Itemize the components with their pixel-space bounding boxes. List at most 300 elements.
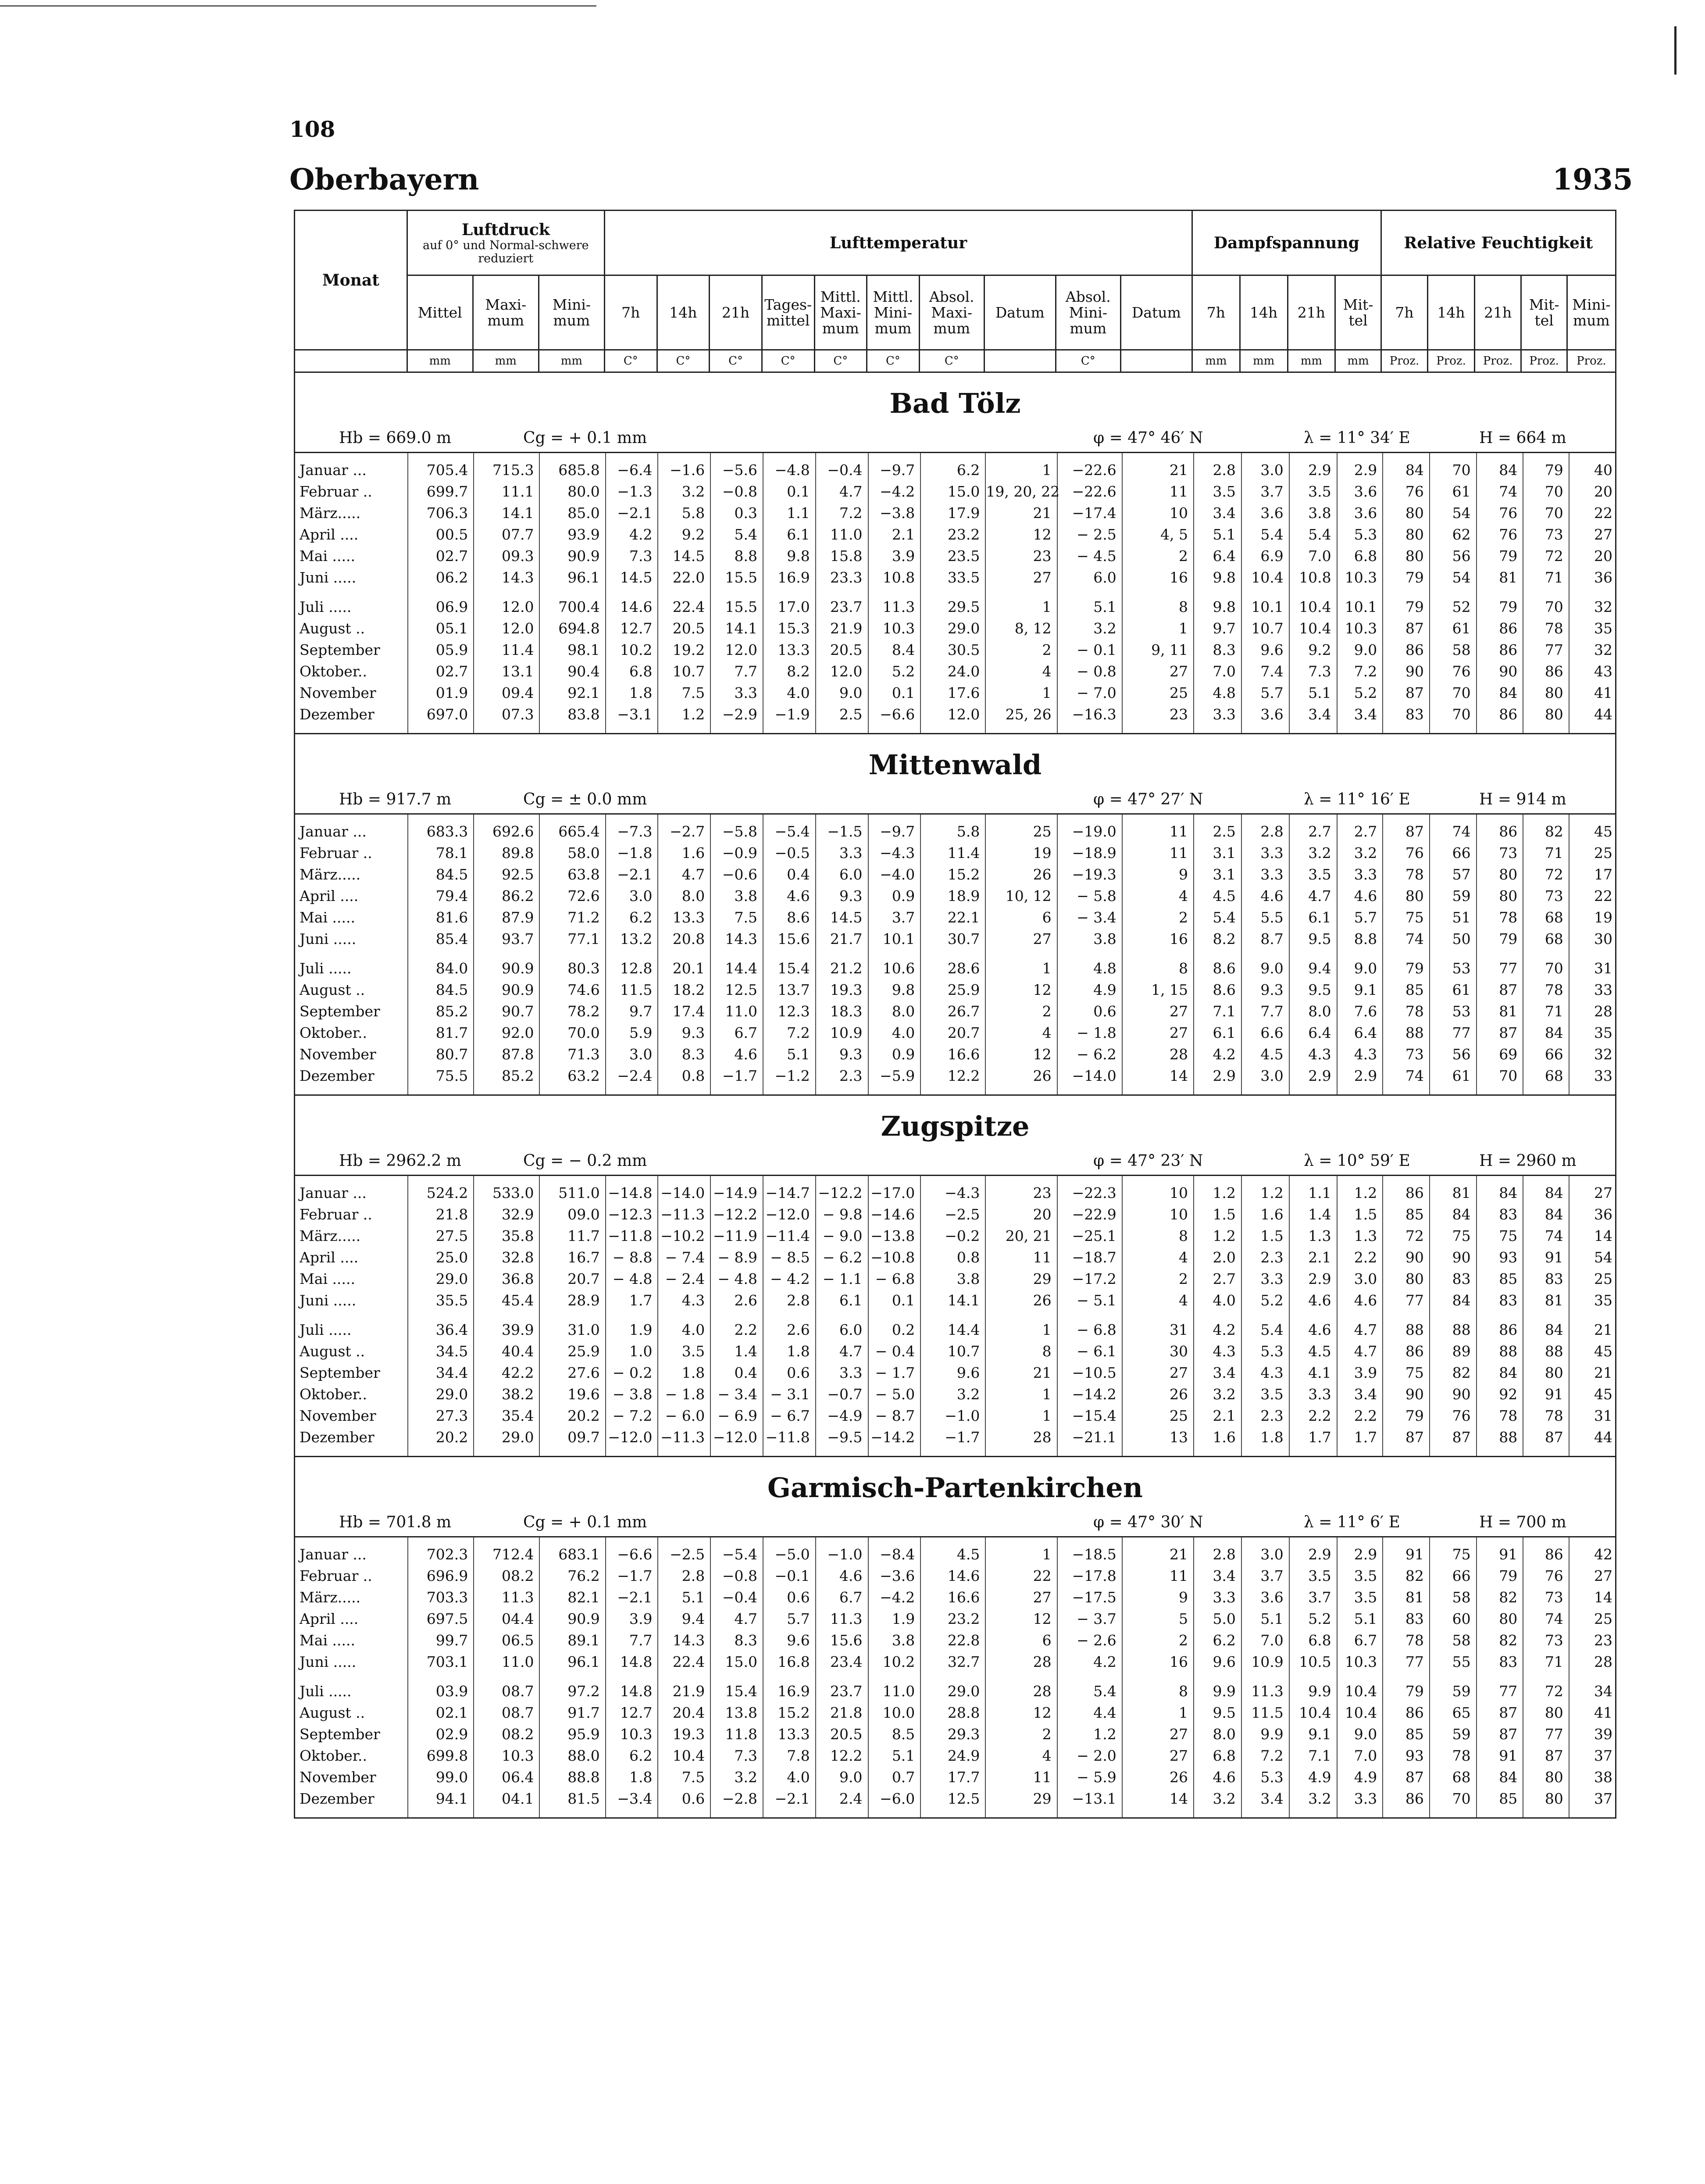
table-cell: 0.9 (868, 1044, 921, 1065)
table-cell: 99.0 (408, 1766, 474, 1788)
table-cell: 31 (1569, 1405, 1618, 1426)
table-cell: 4.2 (606, 524, 658, 545)
table-cell: 10.4 (658, 1745, 710, 1766)
table-cell: 8 (1122, 958, 1194, 979)
table-cell: − 3.7 (1057, 1608, 1122, 1630)
table-cell: 14.8 (606, 1680, 658, 1702)
table-cell: 36.4 (408, 1319, 474, 1340)
unit-cell: mm (1192, 350, 1240, 372)
table-cell: 80.7 (408, 1044, 474, 1065)
table-row (295, 1340, 1618, 1362)
table-cell: −2.4 (606, 1065, 658, 1087)
row-gap (295, 950, 1618, 958)
table-cell: −11.8 (606, 1225, 658, 1247)
table-cell: 5.8 (658, 502, 710, 524)
table-cell: 2.1 (1289, 1247, 1337, 1268)
month-label: Oktober.. (300, 1024, 367, 1041)
table-cell: 19 (1569, 907, 1618, 928)
table-cell: 7.4 (1241, 661, 1289, 682)
table-cell: 84 (1523, 1176, 1569, 1204)
month-label: Februar .. (300, 1206, 372, 1223)
table-cell: 0.9 (868, 885, 921, 907)
table-cell: 2.2 (1337, 1405, 1383, 1426)
table-cell: 84 (1477, 1766, 1523, 1788)
table-cell: 27 (985, 567, 1057, 588)
table-cell: 90.7 (474, 1001, 539, 1022)
table-cell: 6.4 (1337, 1022, 1383, 1044)
table-cell: 31 (1569, 958, 1618, 979)
table-cell: 4 (1122, 1290, 1194, 1311)
table-cell: 14.6 (606, 596, 658, 618)
table-cell: 22.4 (658, 1651, 710, 1673)
table-cell: 1.7 (1337, 1426, 1383, 1448)
table-row (295, 596, 1618, 618)
table-cell: −14.2 (1057, 1383, 1122, 1405)
table-cell: 28.9 (539, 1290, 605, 1311)
table-cell: −17.4 (1057, 502, 1122, 524)
coord-h: H = 914 m (1479, 790, 1566, 808)
table-cell: 16 (1122, 1651, 1194, 1673)
table-cell: 89 (1430, 1340, 1477, 1362)
table-cell: 9.6 (763, 1630, 816, 1651)
table-cell: 1.7 (606, 1290, 658, 1311)
table-cell: 61 (1430, 618, 1477, 639)
unit-cell: mm (539, 350, 604, 372)
table-cell: 685.8 (539, 453, 605, 481)
table-cell: − 7.0 (1057, 682, 1122, 704)
table-cell: 58 (1430, 1587, 1477, 1608)
table-cell: 3.5 (1289, 481, 1337, 502)
table-cell: 14.3 (658, 1630, 710, 1651)
table-cell: 3.0 (1241, 453, 1289, 481)
table-cell: − 4.8 (710, 1268, 763, 1290)
table-cell: 86 (1383, 1176, 1430, 1204)
table-cell: 39.9 (474, 1319, 539, 1340)
unit-cell: C° (867, 350, 920, 372)
table-cell: 20.5 (816, 639, 868, 661)
table-cell: 63.8 (539, 864, 605, 885)
table-cell: −0.8 (710, 1565, 763, 1587)
table-cell: 56 (1430, 545, 1477, 567)
table-cell: −11.9 (710, 1225, 763, 1247)
table-cell: 9.1 (1337, 979, 1383, 1001)
table-cell: 82 (1383, 1565, 1430, 1587)
table-cell: 10 (1122, 1204, 1194, 1225)
table-cell: 83 (1477, 1204, 1523, 1225)
table-cell: −12.3 (606, 1204, 658, 1225)
table-cell: 70.0 (539, 1022, 605, 1044)
month-label: Juli ..... (300, 960, 352, 977)
table-cell: 10.3 (1337, 618, 1383, 639)
table-cell: 71.3 (539, 1044, 605, 1065)
table-cell: 63.2 (539, 1065, 605, 1087)
table-cell: 10.4 (1289, 596, 1337, 618)
table-cell: 6.9 (1241, 545, 1289, 567)
table-cell: 5.2 (1337, 682, 1383, 704)
table-cell: −4.9 (816, 1405, 868, 1426)
table-cell: 78 (1477, 1405, 1523, 1426)
table-cell: 2 (985, 1723, 1057, 1745)
table-cell: 1.5 (1241, 1225, 1289, 1247)
table-cell: 32 (1569, 596, 1618, 618)
table-cell: 2.3 (1241, 1405, 1289, 1426)
table-cell: −5.8 (710, 815, 763, 842)
table-cell: 2.6 (710, 1290, 763, 1311)
table-cell: 702.3 (408, 1537, 474, 1565)
table-cell: 78 (1383, 864, 1430, 885)
table-cell: 85 (1383, 979, 1430, 1001)
table-cell: 3.1 (1194, 842, 1241, 864)
table-cell: 06.4 (474, 1766, 539, 1788)
table-cell: 37 (1569, 1788, 1618, 1809)
table-cell: 2.1 (868, 524, 921, 545)
table-cell: 4.7 (816, 481, 868, 502)
table-row (295, 1426, 1618, 1448)
table-cell: − 6.0 (658, 1405, 710, 1426)
table-cell: 29 (985, 1788, 1057, 1809)
table-cell: 16.9 (763, 567, 816, 588)
table-cell: 2 (1122, 1630, 1194, 1651)
table-cell: 706.3 (408, 502, 474, 524)
table-cell: 11.7 (539, 1225, 605, 1247)
table-row (295, 1247, 1618, 1268)
table-cell: 6.2 (1194, 1630, 1241, 1651)
table-cell: 36 (1569, 567, 1618, 588)
table-cell: 73 (1383, 1044, 1430, 1065)
table-cell: 26 (1122, 1766, 1194, 1788)
table-cell: 91.7 (539, 1702, 605, 1723)
table-cell: 27 (1122, 1362, 1194, 1383)
table-cell: 5.0 (1194, 1608, 1241, 1630)
station-section (294, 373, 1616, 734)
table-cell: 25.0 (408, 1247, 474, 1268)
table-cell: 83 (1523, 1268, 1569, 1290)
table-cell: 14.4 (710, 958, 763, 979)
table-cell: 6.4 (1289, 1022, 1337, 1044)
unit-cell: C° (1056, 350, 1120, 372)
table-cell: 10.5 (1289, 1651, 1337, 1673)
table-cell: −21.1 (1057, 1426, 1122, 1448)
table-cell: −10.5 (1057, 1362, 1122, 1383)
table-cell: 5.4 (710, 524, 763, 545)
table-cell: 76 (1477, 502, 1523, 524)
table-cell: 13.3 (763, 1723, 816, 1745)
month-label: Oktober.. (300, 1747, 367, 1764)
table-cell: 11.4 (920, 842, 985, 864)
column-header: 21h (1474, 275, 1521, 350)
coord-phi: φ = 47° 30′ N (1093, 1513, 1203, 1531)
table-cell: 35.4 (474, 1405, 539, 1426)
table-cell: 2.8 (658, 1565, 710, 1587)
table-cell: − 3.1 (763, 1383, 816, 1405)
table-cell: 6.8 (606, 661, 658, 682)
station-coordinates (295, 425, 1615, 453)
table-cell: 25 (1122, 1405, 1194, 1426)
table-cell: 9.6 (1241, 639, 1289, 661)
table-cell: 88 (1477, 1340, 1523, 1362)
table-cell: 86 (1383, 1340, 1430, 1362)
table-cell: 35 (1569, 1022, 1618, 1044)
table-cell: 74 (1523, 1608, 1569, 1630)
table-cell: 2.9 (1337, 453, 1383, 481)
column-header: 7h (1192, 275, 1240, 350)
table-cell: 09.4 (474, 682, 539, 704)
table-cell: 68 (1523, 928, 1569, 950)
table-cell: 14.3 (710, 928, 763, 950)
table-cell: 70 (1523, 481, 1569, 502)
table-cell: 20.1 (658, 958, 710, 979)
table-cell: 19.2 (658, 639, 710, 661)
table-cell: 1 (985, 453, 1057, 481)
table-cell: 28 (1122, 1044, 1194, 1065)
table-cell: − 4.2 (763, 1268, 816, 1290)
table-cell: −22.9 (1057, 1204, 1122, 1225)
table-cell: 11 (985, 1766, 1057, 1788)
table-cell: 04.4 (474, 1608, 539, 1630)
table-row (295, 1766, 1618, 1788)
table-cell: 1 (985, 596, 1057, 618)
table-cell: −6.0 (868, 1788, 921, 1809)
table-cell: 3.2 (1289, 842, 1337, 864)
table-cell: 72 (1523, 1680, 1569, 1702)
table-row (295, 864, 1618, 885)
table-cell: 71.2 (539, 907, 605, 928)
table-cell: 9.0 (1337, 1723, 1383, 1745)
month-label: Juni ..... (300, 569, 357, 586)
table-cell: 73 (1523, 1587, 1569, 1608)
table-row (295, 907, 1618, 928)
table-cell: 20.2 (539, 1405, 605, 1426)
table-cell: 31 (1122, 1319, 1194, 1340)
table-cell: 3.2 (920, 1383, 985, 1405)
table-cell: −19.0 (1057, 815, 1122, 842)
table-cell: 4.7 (1337, 1319, 1383, 1340)
month-label: August .. (300, 1704, 365, 1721)
table-cell: 9.0 (816, 682, 868, 704)
table-row (295, 928, 1618, 950)
table-cell: 40.4 (474, 1340, 539, 1362)
table-cell: 41 (1569, 1702, 1618, 1723)
table-cell: 3.4 (1241, 1788, 1289, 1809)
table-cell: 71 (1523, 842, 1569, 864)
table-row (295, 682, 1618, 704)
table-cell: −1.9 (763, 704, 816, 725)
table-cell: −0.7 (816, 1383, 868, 1405)
table-cell: 17.6 (920, 682, 985, 704)
station-coordinates (295, 787, 1615, 815)
table-cell: 1.2 (1194, 1176, 1241, 1204)
table-cell: 35 (1569, 1290, 1618, 1311)
station-section (294, 734, 1616, 1096)
table-cell: 84 (1383, 453, 1430, 481)
table-cell: 3.7 (1241, 1565, 1289, 1587)
table-cell: 16.6 (920, 1044, 985, 1065)
table-cell: 75 (1430, 1225, 1477, 1247)
table-cell: 1.2 (1337, 1176, 1383, 1204)
table-cell: 11.3 (474, 1587, 539, 1608)
table-cell: 5.9 (606, 1022, 658, 1044)
table-cell: 30 (1569, 928, 1618, 950)
table-cell: 3.8 (920, 1268, 985, 1290)
table-cell: −10.8 (868, 1247, 921, 1268)
table-cell: 76 (1523, 1565, 1569, 1587)
table-cell: 78.1 (408, 842, 474, 864)
table-cell: −6.4 (606, 453, 658, 481)
table-cell: 7.0 (1194, 661, 1241, 682)
table-cell: 45 (1569, 815, 1618, 842)
table-cell: − 5.9 (1057, 1766, 1122, 1788)
table-cell: 11.0 (474, 1651, 539, 1673)
table-cell: 0.8 (658, 1065, 710, 1087)
table-row (295, 1362, 1618, 1383)
table-cell: 75 (1383, 1362, 1430, 1383)
table-cell: 80 (1523, 1766, 1569, 1788)
month-label: Februar .. (300, 483, 372, 500)
table-cell: 9.5 (1289, 979, 1337, 1001)
table-cell: − 9.8 (816, 1204, 868, 1225)
table-cell: 29 (985, 1268, 1057, 1290)
column-header: 14h (1428, 275, 1475, 350)
table-cell: 10.9 (1241, 1651, 1289, 1673)
table-cell: 61 (1430, 1065, 1477, 1087)
table-cell: −13.1 (1057, 1788, 1122, 1809)
table-cell: 1.0 (606, 1340, 658, 1362)
table-cell: 12 (985, 979, 1057, 1001)
table-cell: 72 (1523, 545, 1569, 567)
table-cell: 9.5 (1289, 928, 1337, 950)
month-label: Juli ..... (300, 1683, 352, 1700)
table-cell: 5.1 (1057, 596, 1122, 618)
table-cell: 78 (1523, 1405, 1569, 1426)
table-cell: 6.0 (816, 864, 868, 885)
table-cell: 12 (985, 1702, 1057, 1723)
table-cell: 66 (1430, 1565, 1477, 1587)
table-cell: 73 (1523, 524, 1569, 545)
table-cell: 20.2 (408, 1426, 474, 1448)
table-cell: 3.3 (710, 682, 763, 704)
table-cell: −14.8 (606, 1176, 658, 1204)
table-cell: 2.9 (1194, 1065, 1241, 1087)
table-cell: 82 (1430, 1362, 1477, 1383)
table-cell: 8 (1122, 596, 1194, 618)
table-cell: 03.9 (408, 1680, 474, 1702)
table-cell: 34 (1569, 1680, 1618, 1702)
table-cell: 90 (1430, 1247, 1477, 1268)
table-cell: 23.4 (816, 1651, 868, 1673)
table-row (295, 704, 1618, 725)
table-cell: − 0.2 (606, 1362, 658, 1383)
table-cell: 86 (1477, 815, 1523, 842)
table-cell: 7.2 (1241, 1745, 1289, 1766)
table-cell: 38 (1569, 1766, 1618, 1788)
table-cell: 12.0 (920, 704, 985, 725)
unit-cell: Proz. (1567, 350, 1616, 372)
table-cell: −9.7 (868, 815, 921, 842)
table-cell: 13.1 (474, 661, 539, 682)
month-label: November (300, 684, 376, 701)
table-cell: 93.7 (474, 928, 539, 950)
table-cell: 10.6 (868, 958, 921, 979)
table-cell: 9.2 (658, 524, 710, 545)
table-cell: 15.6 (763, 928, 816, 950)
table-cell: 7.2 (763, 1022, 816, 1044)
table-cell: 9.8 (1194, 596, 1241, 618)
table-cell: 09.0 (539, 1204, 605, 1225)
table-cell: 77 (1523, 1723, 1569, 1745)
table-cell: 20.5 (816, 1723, 868, 1745)
table-cell: 0.1 (763, 481, 816, 502)
month-label: Juni ..... (300, 930, 357, 947)
table-cell: 17.4 (658, 1001, 710, 1022)
table-cell: 86 (1523, 661, 1569, 682)
table-cell: 83.8 (539, 704, 605, 725)
coord-cg: Cg = − 0.2 mm (523, 1152, 647, 1170)
table-cell: 19.3 (658, 1723, 710, 1745)
table-cell: −2.5 (658, 1537, 710, 1565)
table-cell: 9.0 (1241, 958, 1289, 979)
table-cell: 75 (1383, 907, 1430, 928)
table-cell: − 8.8 (606, 1247, 658, 1268)
table-cell: 92.0 (474, 1022, 539, 1044)
table-cell: 61 (1430, 979, 1477, 1001)
month-label: Juli ..... (300, 598, 352, 615)
table-cell: 3.3 (1194, 1587, 1241, 1608)
coord-h: H = 2960 m (1479, 1152, 1577, 1170)
table-cell: 6.8 (1337, 545, 1383, 567)
table-cell: 7.2 (816, 502, 868, 524)
table-cell: 79 (1477, 596, 1523, 618)
table-cell: −16.3 (1057, 704, 1122, 725)
table-cell: − 9.0 (816, 1225, 868, 1247)
table-cell: 0.7 (868, 1766, 921, 1788)
column-header: 21h (1288, 275, 1335, 350)
table-cell: 10 (1122, 1176, 1194, 1204)
table-cell: 87 (1430, 1426, 1477, 1448)
table-cell: 74 (1523, 1225, 1569, 1247)
table-cell: 27 (1569, 524, 1618, 545)
table-row (295, 1405, 1618, 1426)
month-label: August .. (300, 981, 365, 998)
table-row (295, 1630, 1618, 1651)
table-cell: 0.6 (763, 1587, 816, 1608)
table-cell: −12.0 (606, 1426, 658, 1448)
table-cell: 22.0 (658, 567, 710, 588)
table-cell: 75.5 (408, 1065, 474, 1087)
month-label: August .. (300, 1343, 365, 1360)
table-cell: 3.5 (1337, 1565, 1383, 1587)
table-cell: 9.3 (1241, 979, 1289, 1001)
table-cell: 72 (1383, 1225, 1430, 1247)
table-cell: −14.0 (1057, 1065, 1122, 1087)
table-cell: 10.4 (1337, 1702, 1383, 1723)
column-header: Absol. Maxi-mum (919, 275, 984, 350)
table-cell: −1.6 (658, 453, 710, 481)
table-cell: −5.6 (710, 453, 763, 481)
table-cell: 23.3 (816, 567, 868, 588)
table-cell: 50 (1430, 928, 1477, 950)
table-cell: 86 (1477, 618, 1523, 639)
table-cell: 90.9 (474, 979, 539, 1001)
table-cell: 4, 5 (1122, 524, 1194, 545)
table-cell: 78 (1383, 1630, 1430, 1651)
table-cell: 0.4 (710, 1362, 763, 1383)
table-cell: 0.4 (763, 864, 816, 885)
table-cell: 3.0 (606, 1044, 658, 1065)
table-cell: 74 (1383, 928, 1430, 950)
table-cell: −17.5 (1057, 1587, 1122, 1608)
table-cell: 1.5 (1337, 1204, 1383, 1225)
table-cell: − 8.7 (868, 1405, 921, 1426)
